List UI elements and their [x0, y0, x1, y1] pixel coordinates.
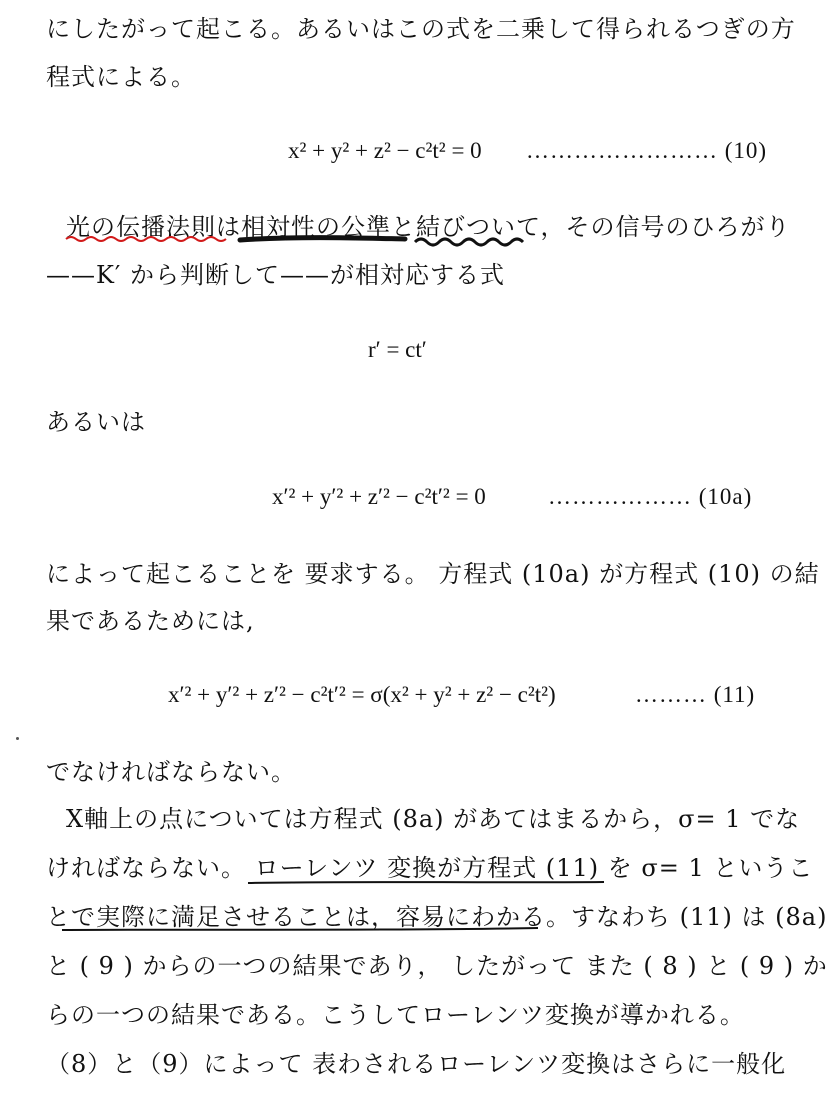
text-line-5: あるいは — [46, 408, 146, 436]
text-line-6: によって起こることを 要求する。 方程式 (10a) が方程式 (10) の結 — [46, 560, 820, 588]
equation-10a: x′² + y′² + z′² − c²t′² = 0 — [272, 484, 486, 509]
equation-10: x² + y² + z² − c²t² = 0 — [288, 138, 482, 163]
text-line-4: ——K′ から判断して——が相対応する式 — [46, 261, 506, 289]
stray-dot — [16, 737, 19, 740]
text-line-10: ければならない。 ローレンツ 変換が方程式 (11) を σ= 1 というこ — [46, 854, 814, 882]
text-line-11: とで実際に満足させることは，容易にわかる。すなわち (11) は (8a) — [46, 903, 828, 931]
equation-r: r′ = ct′ — [368, 337, 427, 362]
text-line-13: らの一つの結果である。こうしてローレンツ変換が導かれる。 — [46, 1001, 745, 1029]
equation-number-10a: ……………… (10a) — [548, 484, 753, 509]
text-line-12: と ( 9 ) からの一つの結果であり， したがって また ( 8 ) と ( 9 ) か — [46, 952, 828, 980]
text-line-8: でなければならない。 — [46, 758, 296, 786]
text-line-3: 光の伝播法則は相対性の公準と結びついて，その信号のひろがり — [66, 213, 791, 241]
black-underline-1 — [248, 882, 604, 883]
text-line-1: にしたがって起こる。あるいはこの式を二乗して得られるつぎの方 — [46, 15, 796, 43]
text-line-14: （8）と（9）によって 表わされるローレンツ変換はさらに一般化 — [46, 1050, 787, 1078]
equation-number-11: ……… (11) — [635, 682, 756, 707]
text-line-7: 果であるためには, — [46, 607, 255, 635]
text-line-2: 程式による。 — [46, 63, 196, 91]
equation-11: x′² + y′² + z′² − c²t′² = σ(x² + y² + z² − c²t²) — [168, 682, 556, 707]
equation-number-10: …………………… (10) — [526, 138, 768, 163]
text-line-9: X軸上の点については方程式 (8a) があてはまるから，σ= 1 でな — [66, 805, 801, 833]
